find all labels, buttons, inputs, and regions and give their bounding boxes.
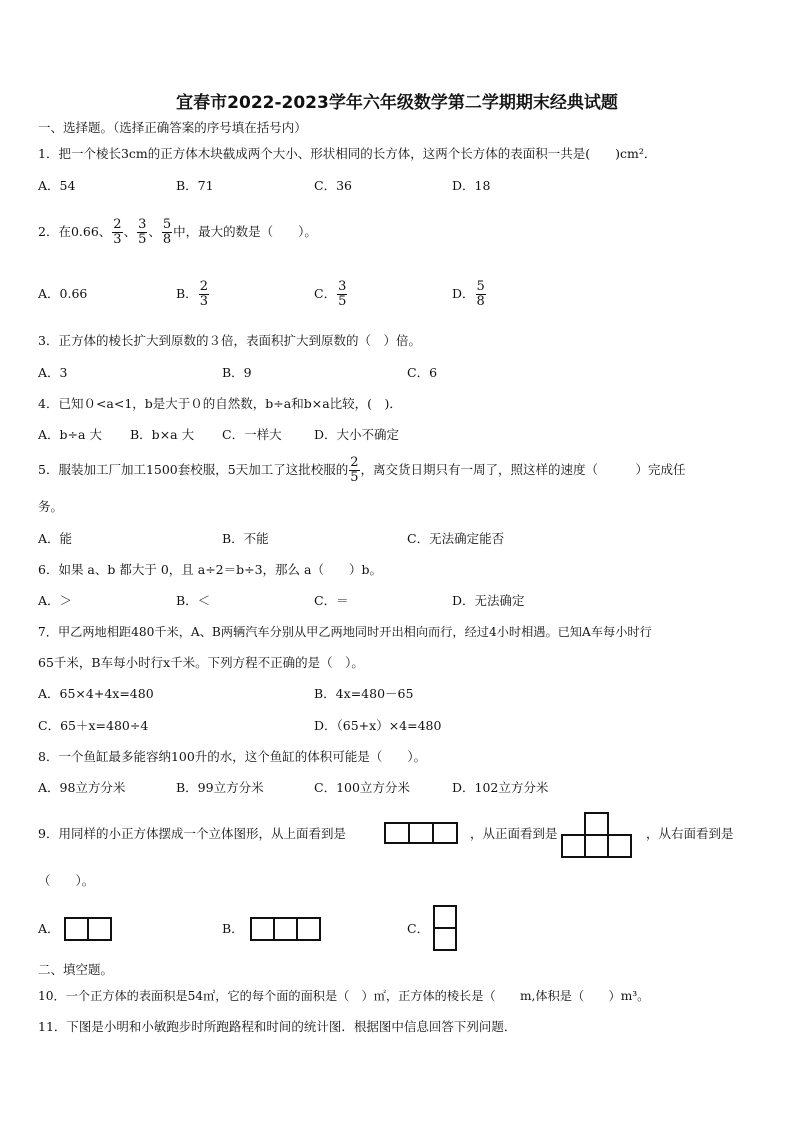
question-9-part3: ，从右面看到是	[646, 826, 734, 841]
q8-option-b: B．99立方分米	[176, 780, 264, 795]
q9-option-b-label: B．	[222, 921, 244, 936]
option-label: B．	[176, 286, 198, 301]
q7-option-a: A．65×4+4x=480	[38, 686, 154, 701]
question-7-line1: 7．甲乙两地相距480千米，A、B两辆汽车分别从甲乙两地同时开出相向而行，经过4小时相遇。已知A车每小时行	[38, 625, 652, 639]
q7-option-b: B．4x=480－65	[314, 686, 414, 701]
question-10: 10．一个正方体的表面积是54㎡，它的每个面的面积是（ ）㎡，正方体的棱长是（ m,体积是（ ）m³。	[38, 989, 650, 1003]
question-2	[38, 212, 317, 252]
fraction-numerator: 2	[350, 455, 359, 470]
fraction-denominator: 8	[162, 232, 172, 247]
q9-option-a-label: A．	[38, 921, 60, 936]
q2-option-d	[452, 274, 487, 314]
q5-prefix: 5．服装加工厂加工1500套校服，5天加工了这批校服的	[38, 462, 349, 477]
q5-option-c: C．无法确定能否	[407, 531, 505, 546]
fraction-denominator: 5	[338, 294, 347, 309]
fraction-denominator: 5	[138, 232, 147, 247]
q2-suffix: 中，最大的数是（ ）。	[173, 224, 317, 239]
fraction	[337, 280, 347, 309]
q9-option-a-figure	[64, 917, 112, 941]
section-heading-fill: 二、填空题。	[38, 962, 114, 977]
q5-suffix: ，离交货日期只有一周了，照这样的速度（ ）完成任	[360, 462, 686, 477]
fraction-denominator: 3	[113, 232, 122, 247]
option-label: C．	[314, 286, 337, 301]
q8-option-c: C．100立方分米	[314, 780, 410, 795]
front-view-figure	[561, 812, 631, 858]
q9-option-b-figure	[250, 917, 320, 941]
fraction-numerator: 5	[476, 279, 485, 294]
q4-option-d: D．大小不确定	[314, 427, 400, 442]
q8-option-d: D．102立方分米	[452, 780, 549, 795]
fraction	[137, 218, 147, 247]
q5-option-a: A．能	[38, 531, 73, 546]
q7-option-c: C．65＋x=480÷4	[38, 718, 149, 733]
q9-option-c-figure	[433, 905, 457, 951]
q2-option-b	[176, 274, 210, 314]
question-11: 11．下图是小明和小敏跑步时所跑路程和时间的统计图．根据图中信息回答下列问题．	[38, 1019, 517, 1034]
q1-option-d: D．18	[452, 178, 491, 193]
q8-option-a: A．98立方分米	[38, 780, 126, 795]
question-7-line2: 65千米，B车每小时行x千米。下列方程不正确的是（ ）。	[38, 655, 364, 670]
q7-option-d: D．（65+x）×4=480	[314, 718, 442, 733]
q1-option-a: A．54	[38, 178, 76, 193]
fraction	[349, 456, 359, 485]
question-9-part1: 9．用同样的小正方体摆成一个立体图形，从上面看到是	[38, 826, 346, 841]
q2-separator: 、	[148, 224, 161, 239]
fraction-numerator: 5	[162, 217, 172, 232]
fraction-denominator: 3	[199, 294, 208, 309]
question-8: 8．一个鱼缸最多能容纳100升的水，这个鱼缸的体积可能是（ ）。	[38, 749, 427, 764]
q6-option-d: D．无法确定	[452, 593, 525, 608]
question-9-line2: （ ）。	[38, 873, 95, 888]
fraction-numerator: 2	[199, 279, 208, 294]
section-heading-choice: 一、选择题。（选择正确答案的序号填在括号内）	[38, 120, 307, 135]
fraction	[112, 218, 122, 247]
q2-prefix: 2．在0.66、	[38, 224, 112, 239]
question-3: 3．正方体的棱长扩大到原数的３倍，表面积扩大到原数的（ ）倍。	[38, 333, 421, 348]
question-6: 6．如果 a、b 都大于 0，且 a÷2＝b÷3，那么 a（ ）b。	[38, 562, 382, 577]
page-title: 宜春市2022-2023学年六年级数学第二学期期末经典试题	[176, 93, 618, 113]
q6-option-c: C．＝	[314, 593, 349, 608]
fraction-numerator: 2	[113, 217, 122, 232]
question-5	[38, 450, 686, 490]
question-9-part2: ，从正面看到是	[470, 826, 558, 841]
q9-option-c-label: C．	[407, 921, 430, 936]
fraction-numerator: 3	[138, 217, 147, 232]
fraction	[199, 280, 209, 309]
q4-option-c: C．一样大	[222, 427, 282, 442]
q4-option-a: A．b÷a 大	[38, 427, 102, 442]
fraction	[476, 280, 486, 309]
q6-option-b: B．＜	[176, 593, 211, 608]
fraction-denominator: 5	[350, 470, 359, 485]
option-label: D．	[452, 286, 475, 301]
q2-option-c	[314, 274, 348, 314]
q3-option-c: C．6	[407, 365, 438, 380]
q2-option-a: A．0.66	[38, 286, 88, 301]
q1-option-c: C．36	[314, 178, 352, 193]
fraction-denominator: 8	[476, 294, 485, 309]
fraction	[162, 218, 172, 247]
question-1: 1．把一个棱长3cm的正方体木块截成两个大小、形状相同的长方体，这两个长方体的表面积一共是( )cm²．	[38, 146, 657, 161]
q6-option-a: A．＞	[38, 593, 73, 608]
question-4: 4．已知０<a<1，b是大于０的自然数，b÷a和b×a比较，( )．	[38, 396, 402, 411]
q3-option-b: B．9	[222, 365, 252, 380]
top-view-figure	[384, 822, 456, 844]
question-5-line2: 务。	[38, 499, 64, 514]
q3-option-a: A．3	[38, 365, 68, 380]
q2-separator: 、	[123, 224, 137, 239]
q5-option-b: B．不能	[222, 531, 269, 546]
q4-option-b: B．b×a 大	[130, 427, 195, 442]
fraction-numerator: 3	[338, 279, 347, 294]
q1-option-b: B．71	[176, 178, 214, 193]
